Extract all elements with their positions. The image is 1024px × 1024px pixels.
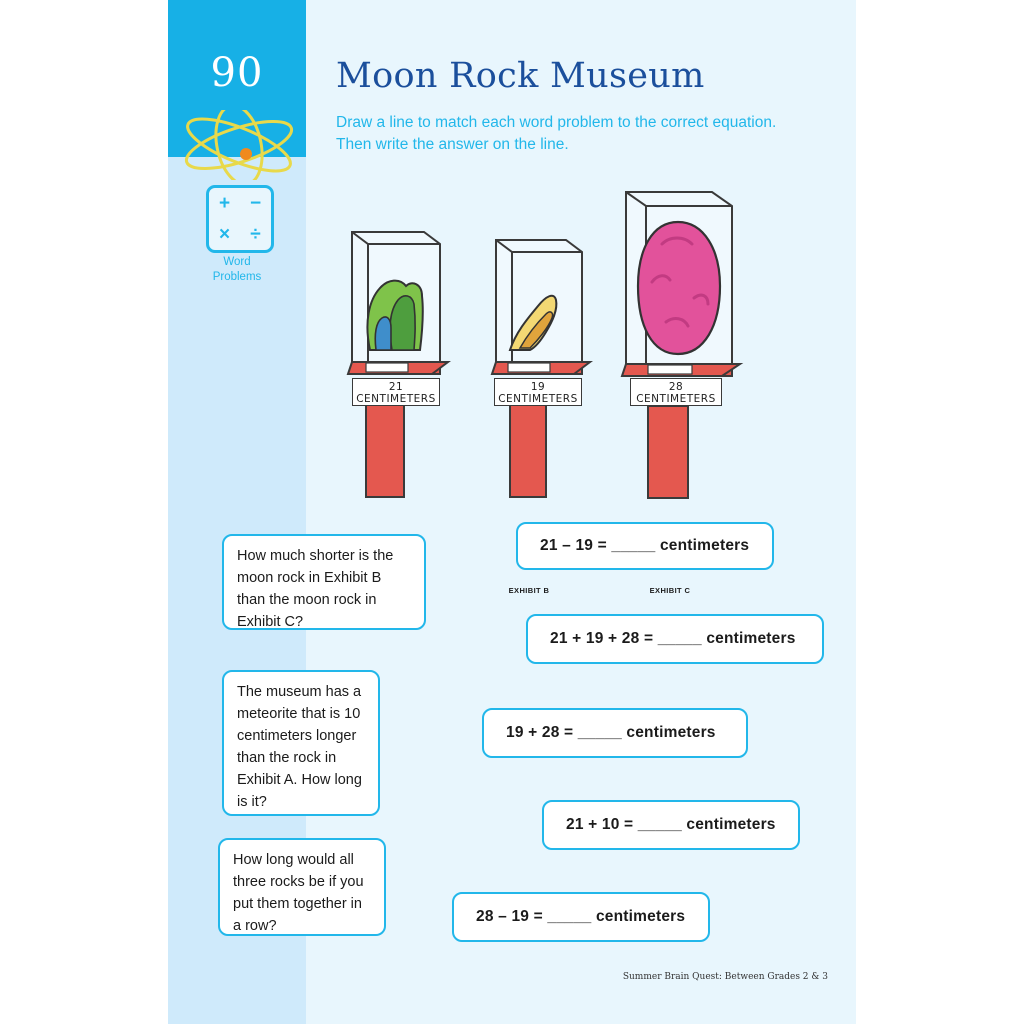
equation-box-2[interactable]: 21 + 19 + 28 = _____ centimeters <box>526 614 824 664</box>
question-box-1[interactable]: How much shorter is the moon rock in Exhibit B than the moon rock in Exhibit C? <box>222 534 426 630</box>
exhibit-a-value: 21 <box>388 381 404 393</box>
category-label-line1: Word <box>223 256 251 268</box>
atom-swirl-icon <box>174 110 304 180</box>
exhibit-c-value: 28 <box>668 381 684 393</box>
exhibit-b-plaque <box>494 378 582 406</box>
exhibit-a-plaque <box>352 378 440 406</box>
exhibit-b-unit: CENTIMETERS <box>498 393 578 405</box>
exhibit-c-unit: CENTIMETERS <box>636 393 716 405</box>
exhibit-c-tag: EXHIBIT C <box>649 586 691 595</box>
exhibit-c-drawing <box>608 178 748 504</box>
exhibit-b-value: 19 <box>530 381 546 393</box>
exhibit-a <box>336 222 456 502</box>
calculator-key-divide: ÷ <box>250 224 261 245</box>
exhibit-a-drawing <box>336 222 456 502</box>
exhibit-b <box>480 222 600 595</box>
exhibit-b-tag: EXHIBIT B <box>508 586 550 595</box>
calculator-key-plus: + <box>218 193 231 214</box>
exhibit-a-unit: CENTIMETERS <box>356 393 436 405</box>
exhibit-c-plaque <box>630 378 722 406</box>
category-label <box>168 255 306 285</box>
page-title: Moon Rock Museum <box>336 56 705 96</box>
footer-credit: Summer Brain Quest: Between Grades 2 & 3 <box>622 972 828 982</box>
calculator-key-times: × <box>218 224 231 245</box>
category-label-line2: Problems <box>212 271 262 283</box>
equation-box-5[interactable]: 28 – 19 = _____ centimeters <box>452 892 710 942</box>
page-number: 90 <box>210 50 264 96</box>
question-box-2[interactable]: The museum has a meteorite that is 10 centimeters longer than the rock in Exhibit A. How long is it? <box>222 670 380 816</box>
calculator-key-minus: − <box>249 193 262 214</box>
calculator-icon <box>206 185 274 253</box>
exhibit-b-drawing <box>480 222 600 502</box>
equation-box-1[interactable]: 21 – 19 = _____ centimeters <box>516 522 774 570</box>
equation-box-3[interactable]: 19 + 28 = _____ centimeters <box>482 708 748 758</box>
instructions-text: Draw a line to match each word problem to the correct equation. Then write the answer on the line. <box>336 114 777 153</box>
worksheet-page <box>168 0 856 1024</box>
equation-box-4[interactable]: 21 + 10 = _____ centimeters <box>542 800 800 850</box>
question-box-3[interactable]: How long would all three rocks be if you put them together in a row? <box>218 838 386 936</box>
